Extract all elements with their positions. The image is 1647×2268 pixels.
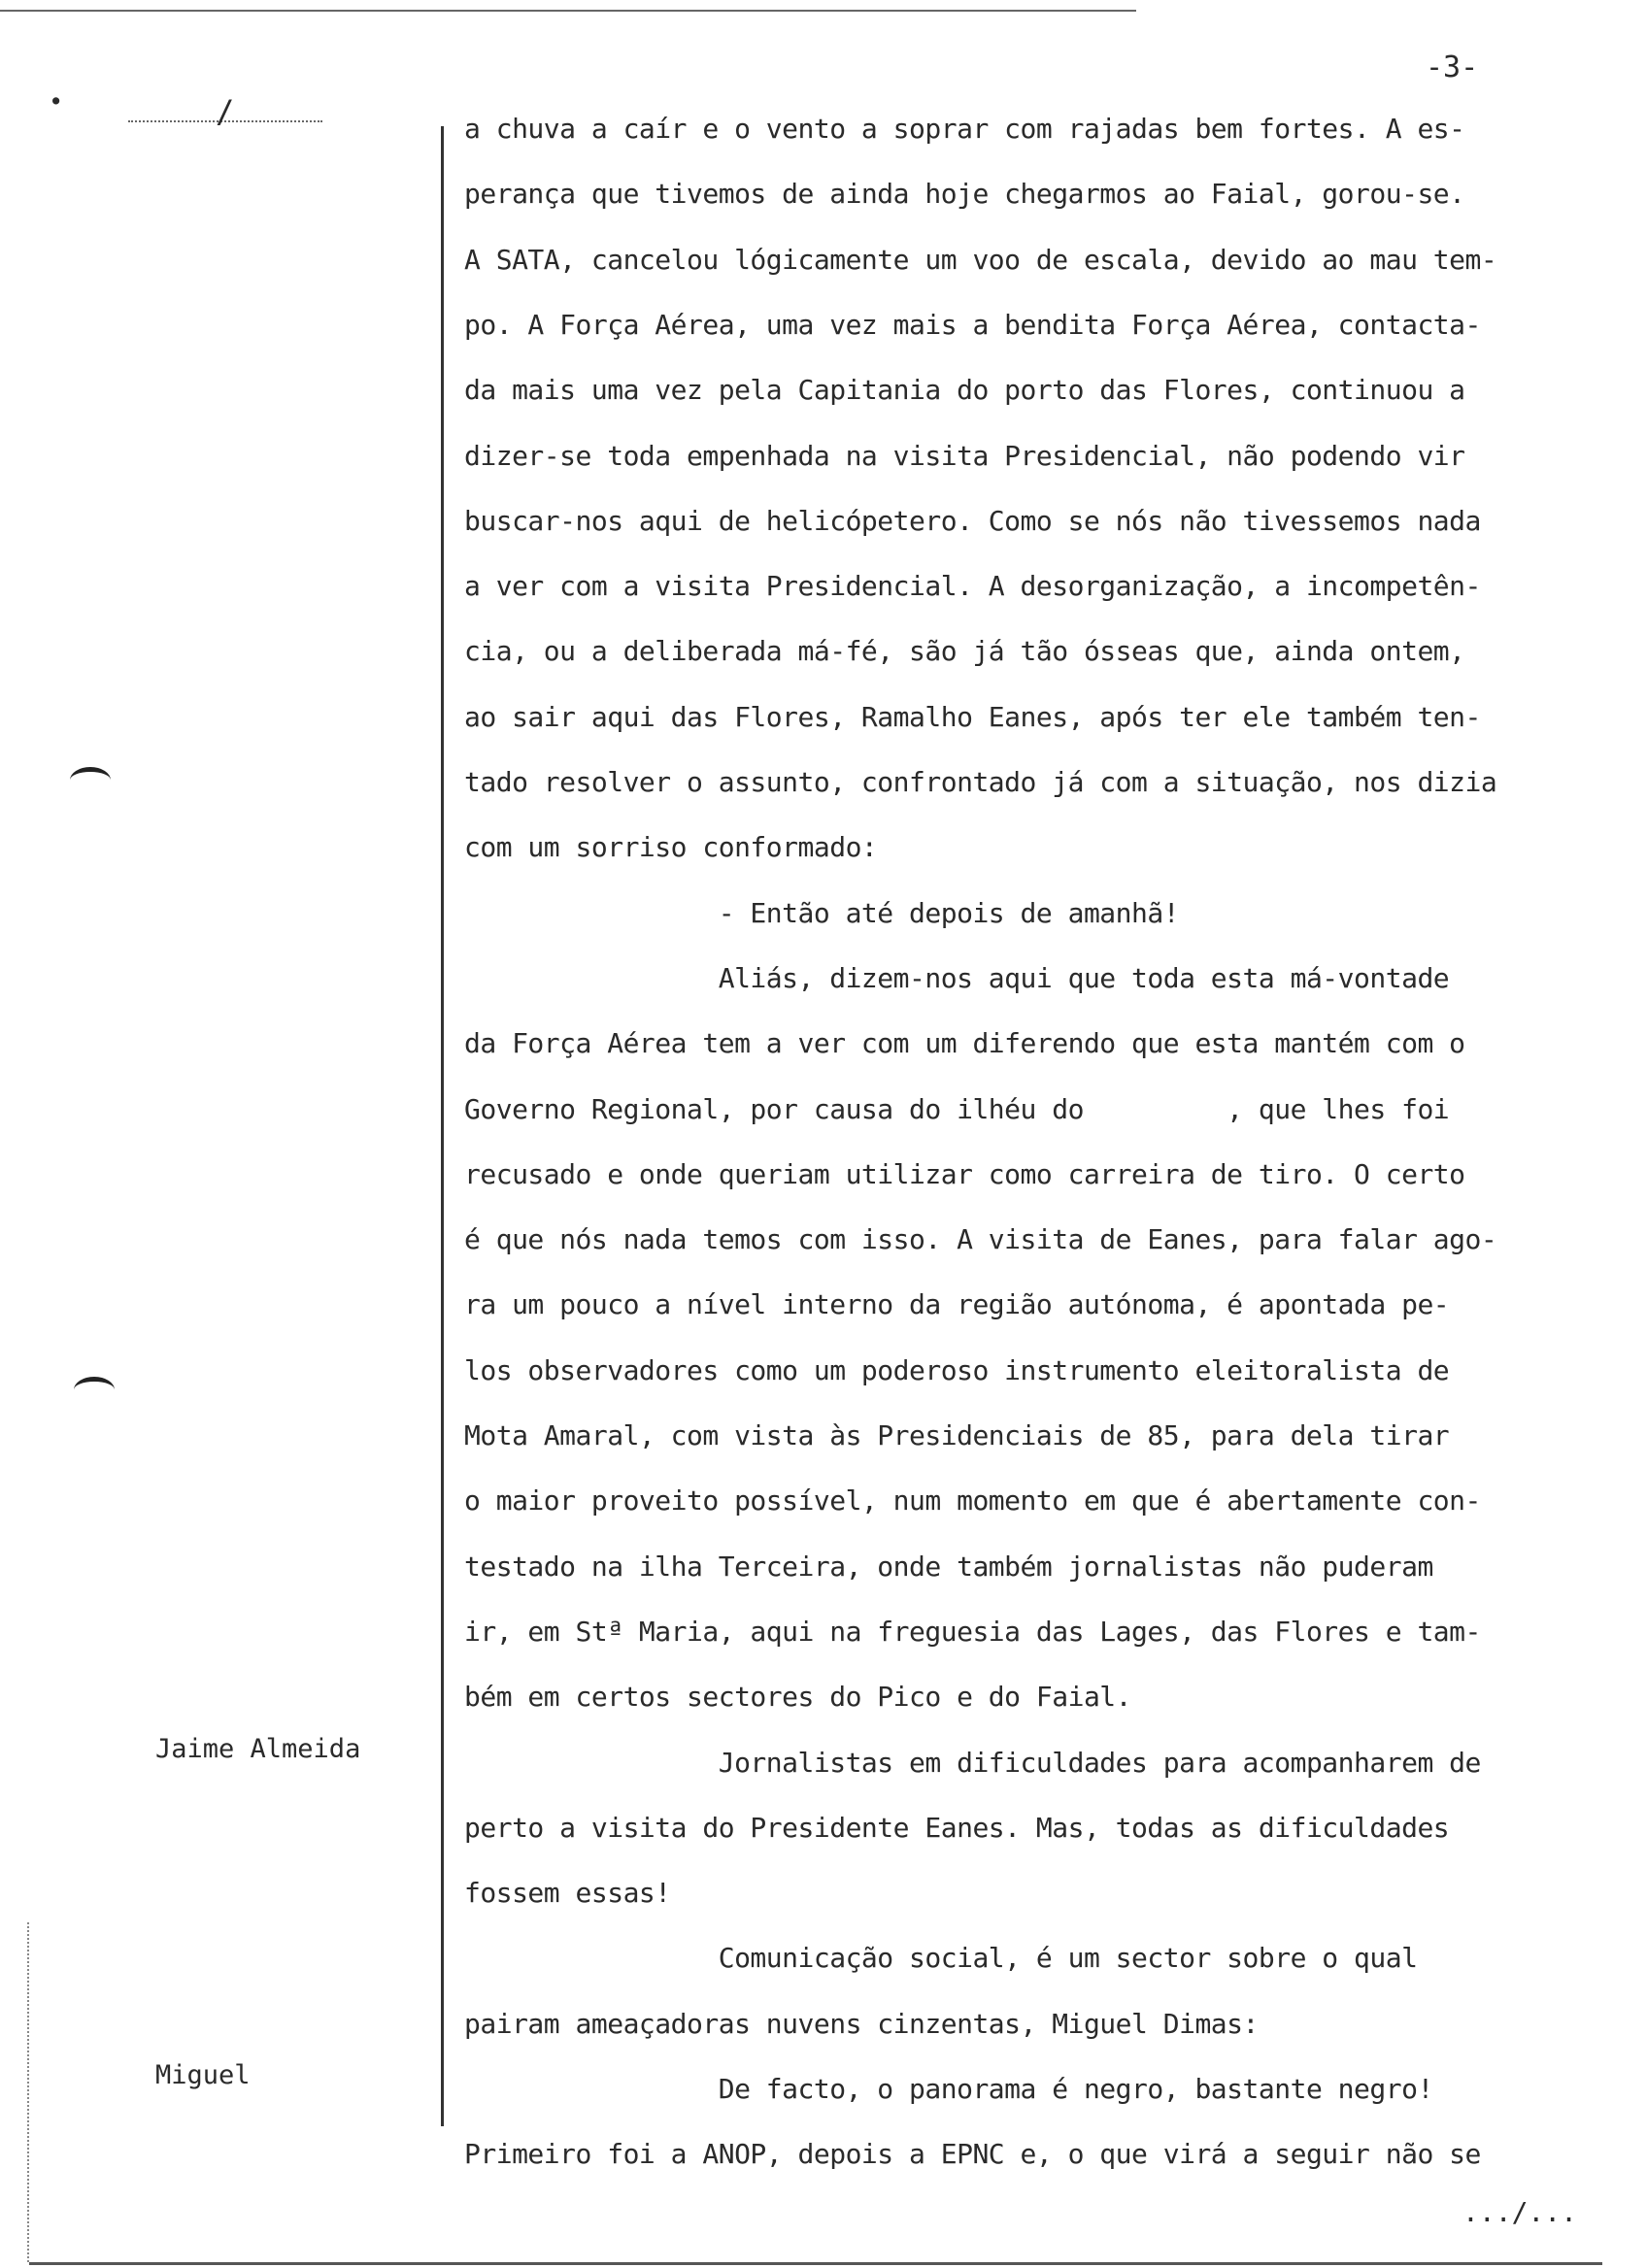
text-line: o maior proveito possível, num momento em que é abertamente con-: [464, 1484, 1481, 1518]
text-line: buscar-nos aqui de helicópetero. Como se nós não tivessemos nada: [464, 504, 1481, 537]
speaker-label: Miguel: [155, 2060, 251, 2090]
text-line: com um sorriso conformado:: [464, 831, 878, 864]
text-line: da Força Aérea tem a ver com um diferendo que esta mantém com o: [464, 1027, 1465, 1060]
text-line: Aliás, dizem-nos aqui que toda esta má-vontade: [464, 961, 1450, 994]
text-line: po. A Força Aérea, uma vez mais a bendita Força Aérea, contacta-: [464, 308, 1481, 341]
text-line: Governo Regional, por causa do ilhéu do , que lhes foi: [464, 1092, 1450, 1125]
margin-rule: [441, 126, 444, 2126]
text-line: De facto, o panorama é negro, bastante negro!: [464, 2073, 1433, 2105]
left-edge-marks: [27, 1922, 29, 2262]
text-line: cia, ou a deliberada má-fé, são já tão ósseas que, ainda ontem,: [464, 635, 1465, 668]
page-number: -3-: [1426, 50, 1479, 84]
text-line: testado na ilha Terceira, onde também jornalistas não puderam: [464, 1550, 1433, 1583]
text-line: tado resolver o assunto, confrontado já com a situação, nos dizia: [464, 766, 1497, 798]
text-line: fossem essas!: [464, 1877, 671, 1910]
text-line: bém em certos sectores do Pico e do Faial.: [464, 1681, 1132, 1714]
text-line: los observadores como um poderoso instrumento eleitoralista de: [464, 1353, 1450, 1386]
text-line: perança que tivemos de ainda hoje chegarmos ao Faial, gorou-se.: [464, 178, 1465, 211]
text-line: é que nós nada temos com isso. A visita de Eanes, para falar ago-: [464, 1223, 1497, 1256]
text-line: A SATA, cancelou lógicamente um voo de escala, devido ao mau tem-: [464, 243, 1497, 276]
header-mark: /: [216, 93, 235, 130]
text-line: Comunicação social, é um sector sobre o qual: [464, 1942, 1418, 1975]
text-line: - Então até depois de amanhã!: [464, 896, 1180, 929]
continuation-mark: .../...: [1462, 2196, 1578, 2228]
text-line: da mais uma vez pela Capitania do porto das Flores, continuou a: [464, 374, 1465, 407]
text-line: ao sair aqui das Flores, Ramalho Eanes, após ter ele também ten-: [464, 700, 1481, 733]
speaker-label: Jaime Almeida: [155, 1734, 361, 1764]
text-line: ir, em Stª Maria, aqui na freguesia das Lages, das Flores e tam-: [464, 1615, 1481, 1648]
text-line: Mota Amaral, com vista às Presidenciais de 85, para dela tirar: [464, 1419, 1450, 1451]
text-line: ra um pouco a nível interno da região autónoma, é apontada pe-: [464, 1288, 1450, 1321]
bullet-icon: ●: [52, 93, 60, 107]
text-line: a ver com a visita Presidencial. A desorganização, a incompetên-: [464, 570, 1481, 603]
text-line: Jornalistas em dificuldades para acompanharem de: [464, 1746, 1481, 1779]
text-line: perto a visita do Presidente Eanes. Mas, todas as dificuldades: [464, 1811, 1450, 1844]
text-line: a chuva a caír e o vento a soprar com rajadas bem fortes. A es-: [464, 113, 1465, 145]
top-border-line: [0, 10, 1136, 12]
punch-hole-icon: [70, 767, 111, 793]
punch-hole-icon: [74, 1377, 115, 1403]
text-line: pairam ameaçadoras nuvens cinzentas, Miguel Dimas:: [464, 2007, 1259, 2040]
text-line: Primeiro foi a ANOP, depois a EPNC e, o que virá a seguir não se: [464, 2138, 1481, 2171]
text-line: recusado e onde queriam utilizar como carreira de tiro. O certo: [464, 1157, 1465, 1190]
bottom-border-line: [29, 2262, 1602, 2265]
text-line: dizer-se toda empenhada na visita Presidencial, não podendo vir: [464, 439, 1465, 472]
